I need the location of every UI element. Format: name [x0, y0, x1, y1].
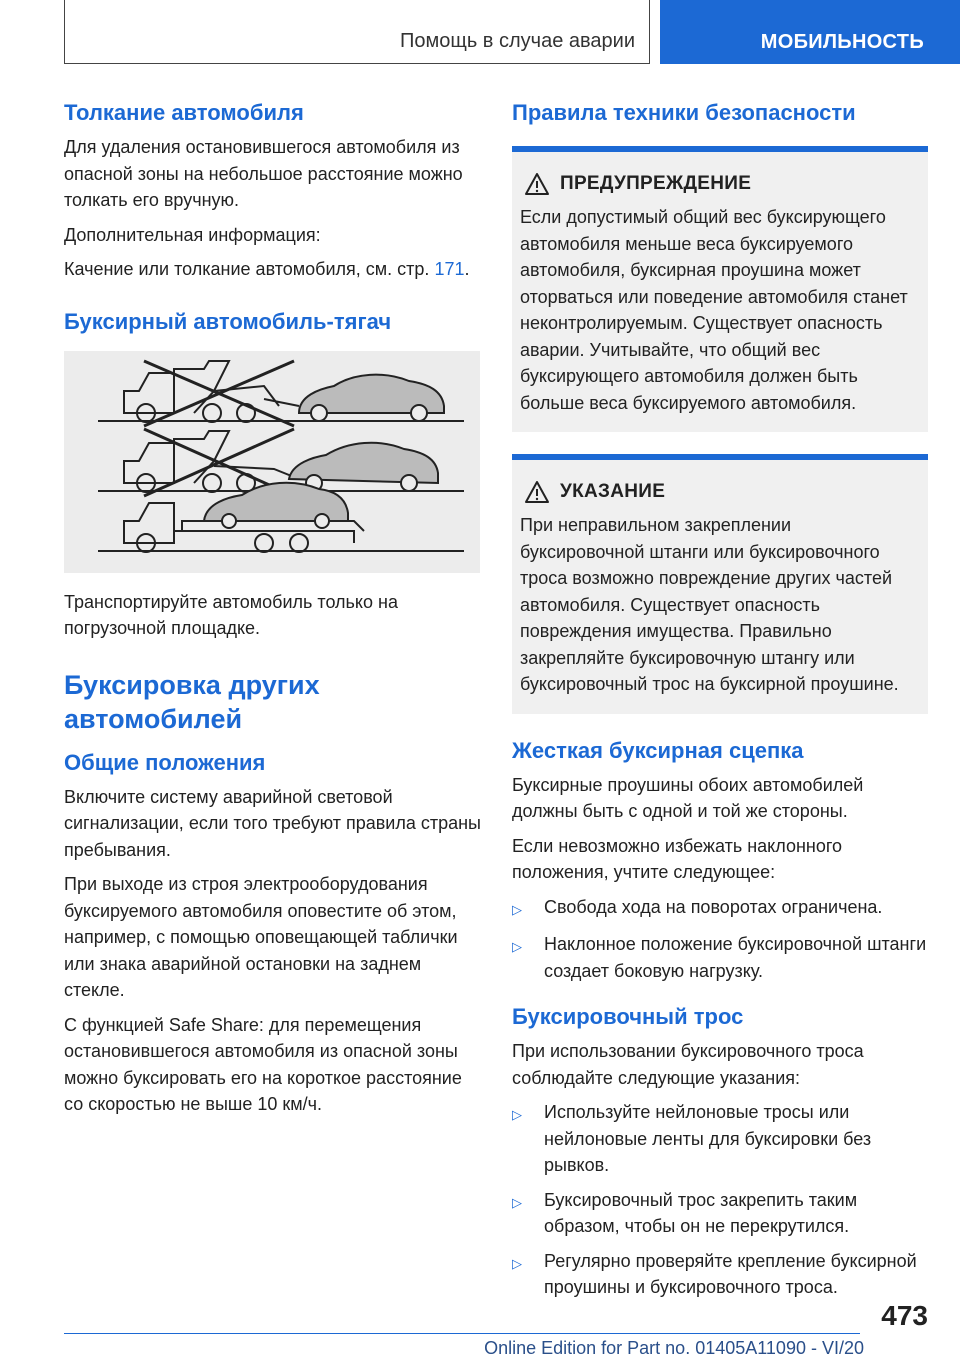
rigid-heading: Жесткая буксирная сцепка — [512, 737, 804, 763]
rope-list — [512, 1099, 928, 1301]
list-item: ▷ Свобода хода на поворотах ограничена. — [512, 894, 928, 924]
general-paragraph-2: При выходе из строя электрооборудования буксируемого автомобиля оповестите об этом, например, с помощью оповещающей таблички или знака аварийной остановки на заднем стекле. — [64, 874, 458, 1000]
list-item: ▷ Наклонное положение буксировочной штанги создает боковую нагрузку. — [512, 931, 928, 984]
tow-truck-caption: Транспортируйте автомобиль только на погрузочной площадке. — [64, 591, 398, 638]
triangle-right-icon: ▷ — [512, 1255, 522, 1271]
general-paragraph-1: Включите систему аварийной световой сигнализации, если того требуют правила страны пребывания. — [64, 786, 481, 860]
pushing-reference: Качение или толкание автомобиля, см. стр. 171. — [64, 259, 470, 279]
tow-truck-drawing — [64, 351, 480, 573]
general-heading: Общие положения — [64, 749, 266, 775]
section-title: Помощь в случае аварии — [400, 30, 635, 52]
general-paragraph-3: С функцией Safe Share: для перемещения остановившегося автомобиля из опасной зоны можно буксировать его на короткое расстояние со скоростью не выше 10 км/ч. — [64, 1014, 462, 1114]
pushing-info-label: Дополнительная информация: — [64, 224, 321, 245]
header-chapter-tab — [660, 0, 960, 64]
tow-truck-heading: Буксирный автомобиль-тягач — [64, 308, 392, 334]
rope-heading: Буксировочный трос — [512, 1004, 744, 1029]
rigid-paragraph-1: Буксирные проушины обоих автомобилей должны быть с одной и той же стороны. — [512, 774, 864, 821]
warning-header — [524, 172, 920, 196]
warning-triangle-icon — [524, 480, 550, 504]
left-column — [64, 98, 484, 1126]
triangle-right-icon: ▷ — [512, 1194, 522, 1210]
warning-triangle-icon — [524, 172, 550, 196]
list-item: ▷ Используйте нейлоновые тросы или нейлоновые ленты для буксировки без рывков. — [512, 1099, 928, 1179]
list-item: ▷ Буксировочный трос закрепить таким образом, чтобы он не перекрутился. — [512, 1187, 928, 1240]
rope-paragraph: При использовании буксировочного троса соблюдайте следующие указания: — [512, 1041, 864, 1088]
safety-heading: Правила техники безопасности — [512, 100, 856, 125]
edition-label: Online Edition for Part no. 01405A11090 - VI/20 — [484, 1338, 864, 1358]
rigid-list — [512, 894, 928, 985]
notice-title: УКАЗАНИЕ — [560, 481, 666, 502]
pushing-paragraph: Для удаления остановившегося автомобиля из опасной зоны на небольшое расстояние можно толкать его вручную. — [64, 137, 463, 210]
towing-others-heading: Буксировка других автомобилей — [64, 669, 320, 734]
notice-header — [524, 480, 920, 504]
chapter-title: МОБИЛЬНОСТЬ — [760, 31, 924, 53]
header-section-tab — [64, 0, 650, 64]
triangle-right-icon: ▷ — [512, 901, 522, 917]
right-column — [512, 98, 928, 1311]
notice-text: При неправильном закреплении буксировочной штанги или буксировочного троса возможно повреждение других частей автомобиля. Существует опасность повреждения имущества. Правильно закрепляйте буксировочную штангу или буксировочный трос на буксирной проушине. — [520, 515, 899, 694]
page-number: 473 — [881, 1300, 928, 1331]
page-link-171[interactable]: 171 — [434, 259, 465, 279]
tow-truck-illustration — [64, 351, 480, 573]
pushing-heading: Толкание автомобиля — [64, 100, 304, 125]
list-item: ▷ Регулярно проверяйте крепление буксирной проушины и буксировочного троса. — [512, 1248, 928, 1301]
warning-title: ПРЕДУПРЕЖДЕНИЕ — [560, 173, 752, 194]
warning-box — [512, 146, 928, 432]
rigid-paragraph-2: Если невозможно избежать наклонного положения, учтите следующее: — [512, 835, 843, 882]
notice-box — [512, 454, 928, 714]
footer-divider — [64, 1333, 860, 1334]
warning-text: Если допустимый общий вес буксирующего автомобиля меньше веса буксируемого автомобиля, буксирная проушина может оторваться или поведение автомобиля станет неконтролируемым. Существует опасность аварии. Учитывайте, что общий вес буксирующего автомобиля должен быть больше веса буксируемого автомобиля. — [520, 207, 908, 413]
triangle-right-icon: ▷ — [512, 939, 522, 954]
triangle-right-icon: ▷ — [512, 1107, 522, 1122]
